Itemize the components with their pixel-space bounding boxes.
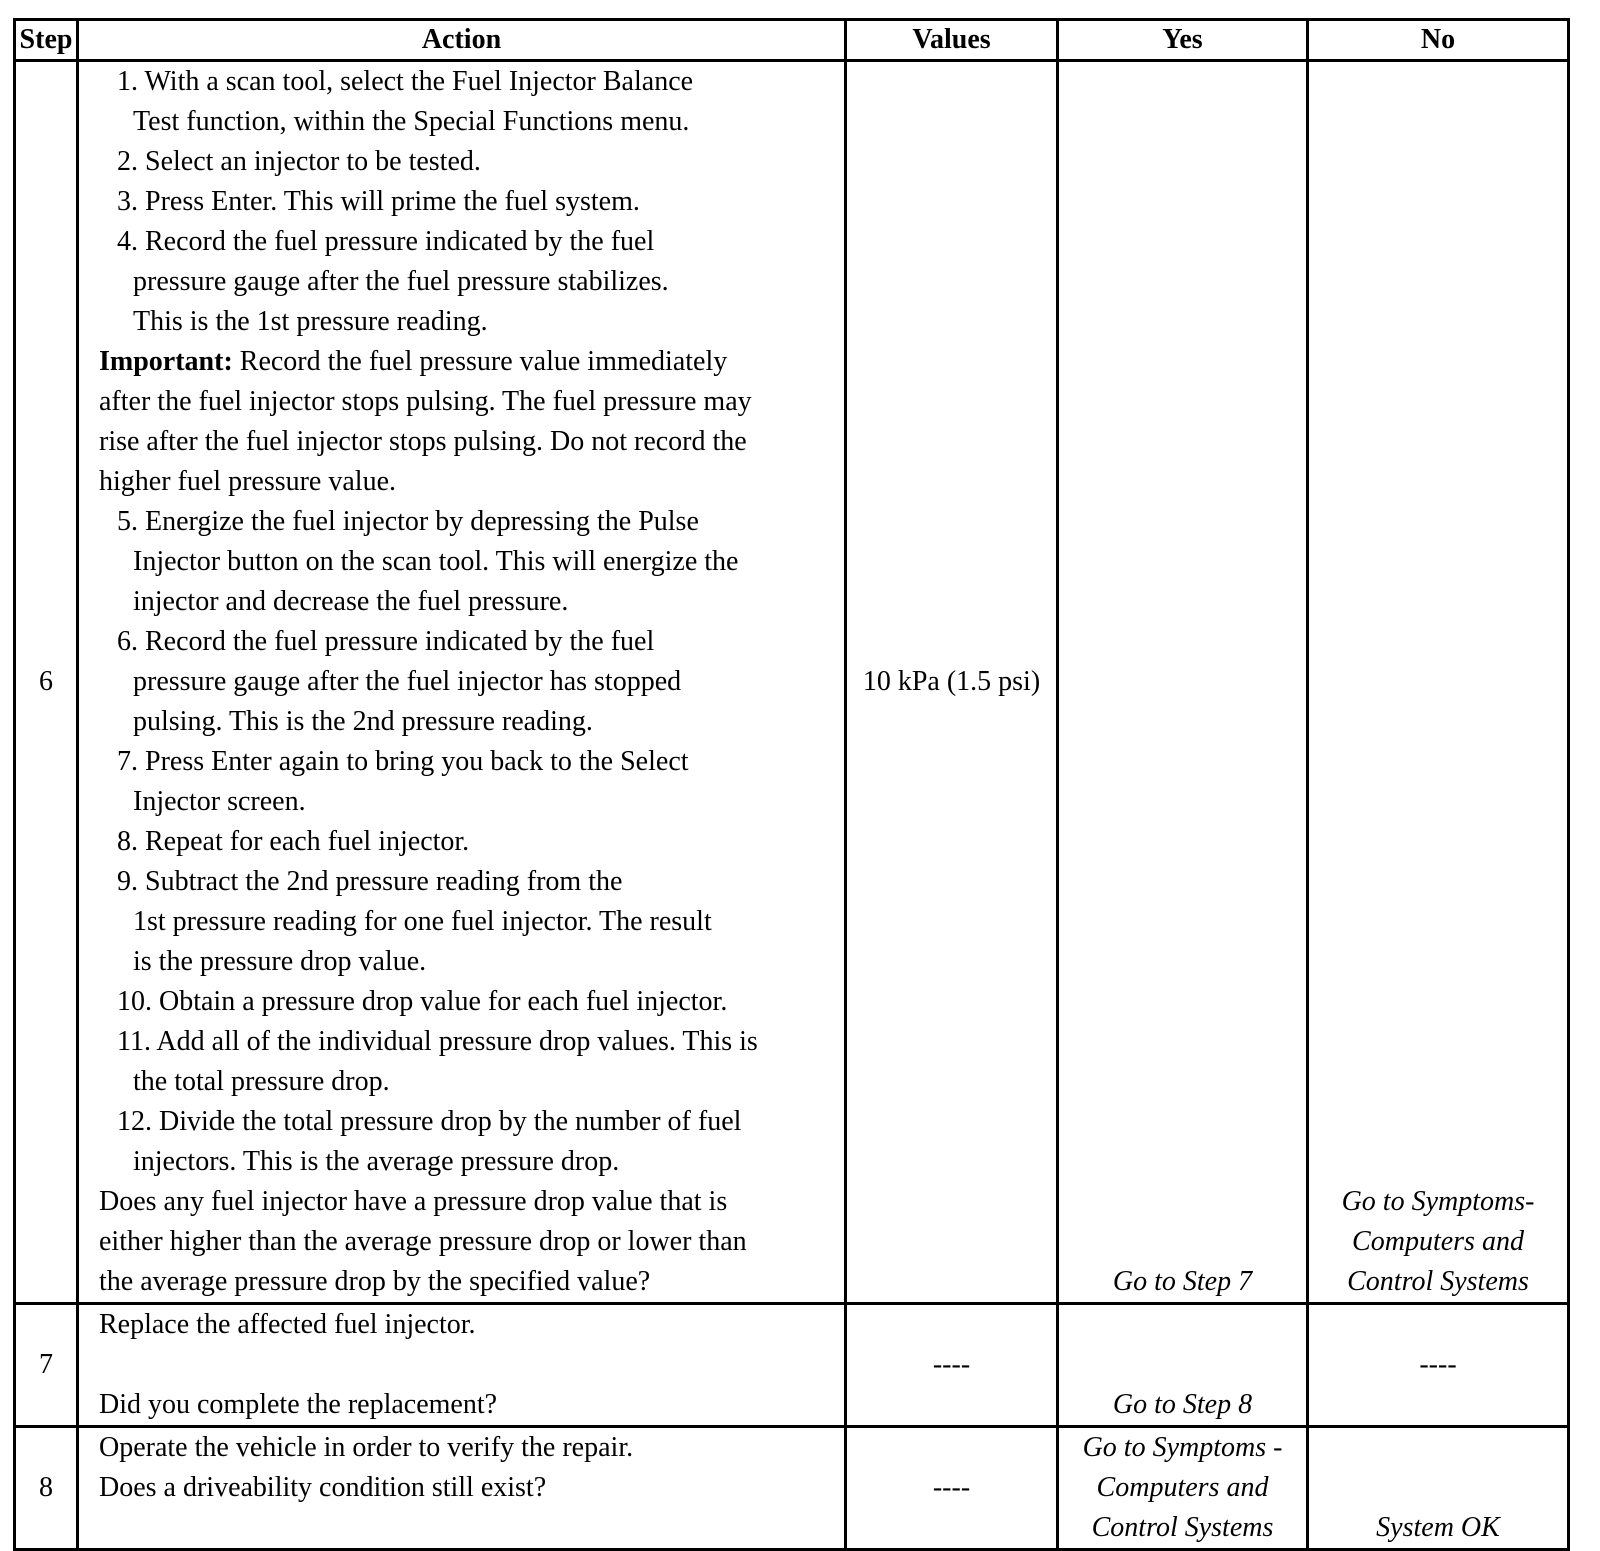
action-cell	[78, 1304, 846, 1427]
action-line: Replace the affected fuel injector.	[99, 1309, 476, 1340]
no-link[interactable]: Computers and	[1352, 1226, 1524, 1257]
procedure-line: pressure gauge after the fuel injector has stopped	[133, 666, 682, 697]
procedure-line: 9. Subtract the 2nd pressure reading from the	[117, 866, 623, 897]
action-cell	[78, 1427, 846, 1550]
header-values: Values	[846, 20, 1058, 61]
action-cell	[78, 61, 846, 1304]
important-text: after the fuel injector stops pulsing. The fuel pressure may	[99, 386, 752, 417]
step-number: 6	[15, 61, 78, 1304]
header-yes: Yes	[1058, 20, 1308, 61]
no-link[interactable]: Control Systems	[1347, 1266, 1529, 1297]
procedure-line: 11. Add all of the individual pressure drop values. This is	[117, 1026, 758, 1057]
step-number: 7	[15, 1304, 78, 1427]
yes-link[interactable]: Control Systems	[1091, 1512, 1274, 1543]
procedure-step-12	[99, 1102, 838, 1182]
procedure-step-10	[99, 982, 838, 1022]
procedure-line: 4. Record the fuel pressure indicated by the fuel	[117, 226, 655, 257]
procedure-step-11	[99, 1022, 838, 1102]
yes-cell	[1058, 1304, 1308, 1427]
question-line: Does any fuel injector have a pressure drop value that is	[99, 1186, 728, 1217]
procedure-line: 7. Press Enter again to bring you back to the Select	[117, 746, 689, 777]
procedure-line: 1. With a scan tool, select the Fuel Injector Balance	[117, 66, 694, 97]
action-spacer	[99, 1345, 838, 1385]
procedure-line: 5. Energize the fuel injector by depressing the Pulse	[117, 506, 699, 537]
yes-cell	[1058, 61, 1308, 1304]
important-text: higher fuel pressure value.	[99, 466, 396, 497]
procedure-line: 12. Divide the total pressure drop by the number of fuel	[117, 1106, 742, 1137]
no-value: ----	[1419, 1349, 1457, 1380]
procedure-line: pulsing. This is the 2nd pressure reading.	[133, 706, 593, 737]
important-label: Important:	[99, 346, 233, 377]
procedure-step-8	[99, 822, 838, 862]
procedure-line: 1st pressure reading for one fuel injector. The result	[133, 906, 712, 937]
yes-cell	[1058, 1427, 1308, 1550]
procedure-step-2	[99, 142, 838, 182]
procedure-line: 6. Record the fuel pressure indicated by the fuel	[117, 626, 655, 657]
important-note	[99, 342, 838, 502]
question-line: either higher than the average pressure drop or lower than	[99, 1226, 747, 1257]
table-row-step-8	[15, 1427, 1569, 1550]
header-action: Action	[78, 20, 846, 61]
procedure-step-3	[99, 182, 838, 222]
yes-link[interactable]: Go to Symptoms -	[1082, 1432, 1283, 1463]
procedure-line: Injector screen.	[133, 786, 306, 817]
procedure-line: injectors. This is the average pressure drop.	[133, 1146, 620, 1177]
yes-link[interactable]: Go to Step 7	[1112, 1266, 1253, 1297]
header-no: No	[1308, 20, 1569, 61]
action-line: Does a driveability condition still exist?	[99, 1472, 547, 1503]
procedure-line: pressure gauge after the fuel pressure stabilizes.	[133, 266, 669, 297]
procedure-step-1	[99, 62, 838, 142]
procedure-line: Injector button on the scan tool. This will energize the	[133, 546, 739, 577]
procedure-step-5	[99, 502, 838, 622]
procedure-line: 10. Obtain a pressure drop value for each fuel injector.	[117, 986, 728, 1017]
question	[99, 1182, 838, 1302]
yes-link[interactable]: Go to Step 8	[1112, 1389, 1253, 1420]
question-line: the average pressure drop by the specified value?	[99, 1266, 651, 1297]
procedure-step-9	[99, 862, 838, 982]
step-number: 8	[15, 1427, 78, 1550]
no-link[interactable]: System OK	[1376, 1512, 1500, 1543]
procedure-step-7	[99, 742, 838, 822]
procedure-step-6	[99, 622, 838, 742]
procedure-line: This is the 1st pressure reading.	[133, 306, 488, 337]
diagnostic-table	[13, 18, 1570, 1551]
procedure-line: Test function, within the Special Functions menu.	[133, 106, 690, 137]
values-cell: 10 kPa (1.5 psi)	[846, 61, 1058, 1304]
yes-link[interactable]: Computers and	[1096, 1472, 1269, 1503]
values-cell: ----	[846, 1304, 1058, 1427]
procedure-line: 8. Repeat for each fuel injector.	[117, 826, 470, 857]
values-cell: ----	[846, 1427, 1058, 1550]
no-link[interactable]: Go to Symptoms-	[1341, 1186, 1535, 1217]
action-line: Did you complete the replacement?	[99, 1389, 498, 1420]
important-text: rise after the fuel injector stops pulsing. Do not record the	[99, 426, 747, 457]
procedure-step-4	[99, 222, 838, 342]
header-row	[15, 20, 1569, 61]
action-line: Operate the vehicle in order to verify the repair.	[99, 1432, 634, 1463]
table-row-step-7	[15, 1304, 1569, 1427]
procedure-line: injector and decrease the fuel pressure.	[133, 586, 569, 617]
no-cell	[1308, 61, 1569, 1304]
action-spacer	[99, 1508, 838, 1548]
header-step: Step	[15, 20, 78, 61]
procedure-line: is the pressure drop value.	[133, 946, 427, 977]
important-text: Record the fuel pressure value immediately	[232, 346, 728, 377]
procedure-line: 2. Select an injector to be tested.	[117, 146, 481, 177]
no-cell	[1308, 1304, 1569, 1427]
procedure-line: the total pressure drop.	[133, 1066, 390, 1097]
procedure-line: 3. Press Enter. This will prime the fuel system.	[117, 186, 640, 217]
no-cell	[1308, 1427, 1569, 1550]
table-row-step-6	[15, 61, 1569, 1304]
